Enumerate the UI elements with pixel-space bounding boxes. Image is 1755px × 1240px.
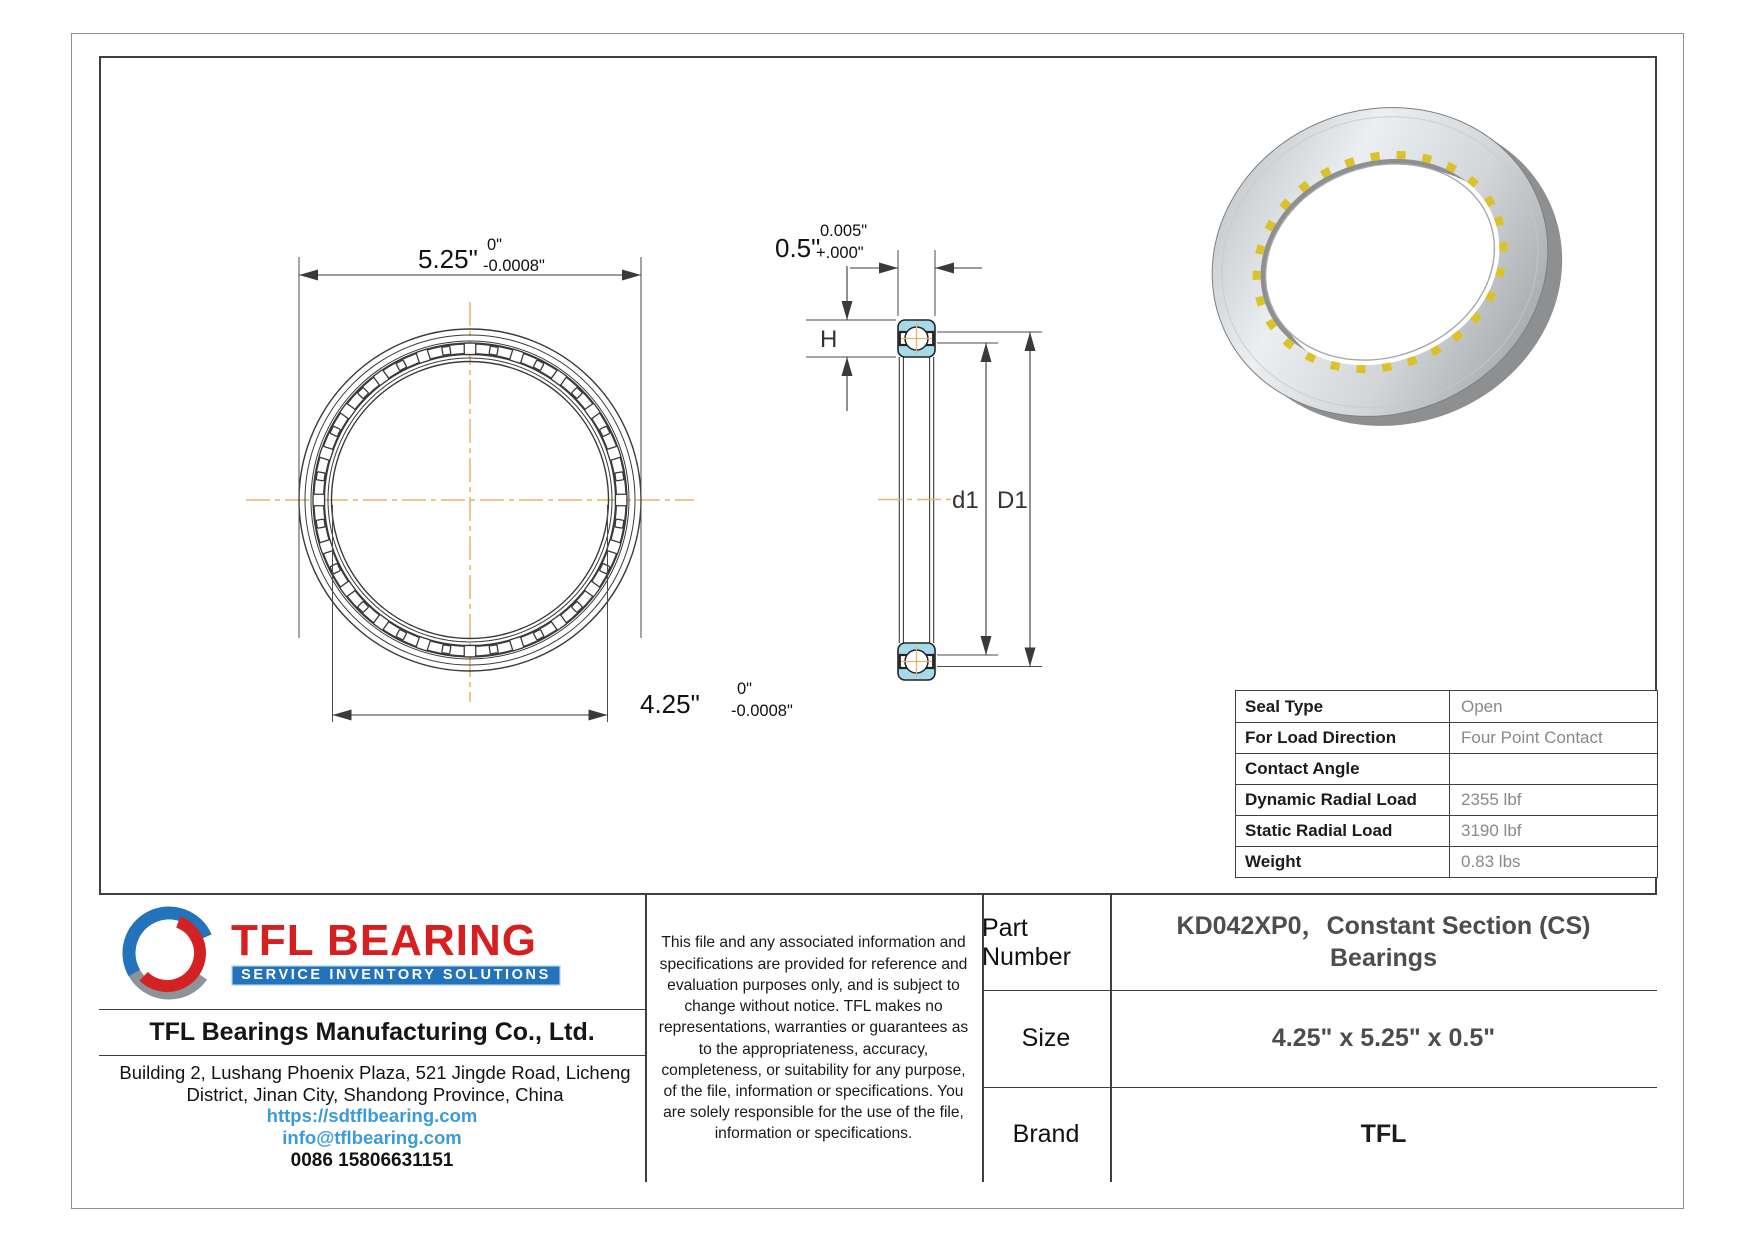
od-value: 5.25"	[418, 244, 478, 274]
width-tol-lower: +.000"	[816, 244, 864, 262]
size-label: Size	[1021, 1024, 1071, 1052]
disclaimer-text: This file and any associated information and specifications are provided for reference and evaluation purposes only, and is subject to change without notice. TFL makes no representations, warranties or guarantees as to the appropriateness, accuracy, completeness, or suitability for any purpose, of the file, information or specifications. You are solely responsible for the use of the file, information or specifications.	[658, 934, 969, 1143]
spec-value-static-load: 3190 lbf	[1461, 821, 1522, 840]
height-label: H	[820, 326, 838, 353]
bearing-3d-render	[1167, 56, 1608, 478]
title-block	[99, 893, 1657, 1180]
table-row	[1236, 691, 1657, 722]
table-row	[1236, 815, 1657, 846]
logo-brand-text: TFL BEARING	[231, 915, 537, 965]
spec-label-load-direction: For Load Direction	[1236, 723, 1450, 753]
spec-value-weight: 0.83 lbs	[1461, 852, 1521, 871]
spec-value-seal-type: Open	[1461, 696, 1503, 716]
company-address-block	[99, 1055, 645, 1182]
bore-tol-upper: 0"	[737, 680, 753, 698]
spec-label-seal-type: Seal Type	[1236, 691, 1450, 722]
od-tol-lower: -0.0008"	[483, 257, 545, 275]
table-row	[1236, 753, 1657, 784]
brand-value: TFL	[1360, 1120, 1407, 1148]
od-tol-upper: 0"	[487, 236, 503, 254]
brand-label: Brand	[1012, 1120, 1080, 1148]
width-tol-upper: 0.005"	[820, 222, 868, 240]
spec-table	[1235, 690, 1658, 878]
spec-label-dynamic-load: Dynamic Radial Load	[1236, 785, 1450, 815]
company-email-link[interactable]: info@tflbearing.com	[282, 1127, 462, 1148]
logo-swirl-icon	[119, 901, 219, 1003]
company-website-link[interactable]: https://sdtflbearing.com	[266, 1105, 478, 1126]
part-number-label: Part Number	[982, 913, 1071, 971]
spec-value-dynamic-load: 2355 lbf	[1461, 790, 1522, 809]
company-address: Building 2, Lushang Phoenix Plaza, 521 Jingde Road, Licheng District, Jinan City, Shandong Province, China	[119, 1062, 631, 1105]
spec-label-contact-angle: Contact Angle	[1236, 754, 1450, 784]
part-number-value: KD042XP0，Constant Section (CS) Bearings	[1176, 912, 1591, 972]
disclaimer-cell	[645, 895, 982, 1182]
width-value: 0.5"	[775, 233, 821, 263]
bore-value: 4.25"	[640, 689, 700, 719]
section-view	[775, 222, 1042, 680]
d1-label: d1	[952, 487, 979, 514]
table-row	[1236, 722, 1657, 753]
bore-tol-lower: -0.0008"	[731, 702, 793, 720]
spec-value-load-direction: Four Point Contact	[1461, 728, 1603, 747]
width-dimension	[775, 222, 982, 316]
company-phone: 0086 15806631151	[290, 1150, 454, 1171]
D1-label: D1	[997, 487, 1028, 514]
company-logo	[99, 895, 645, 1009]
logo-tagline: SERVICE INVENTORY SOLUTIONS	[231, 965, 561, 986]
spec-label-static-load: Static Radial Load	[1236, 816, 1450, 846]
size-value: 4.25" x 5.25" x 0.5"	[1271, 1024, 1496, 1052]
front-view	[246, 236, 793, 722]
table-row	[1236, 846, 1657, 877]
spec-label-weight: Weight	[1236, 847, 1450, 877]
table-row	[1236, 784, 1657, 815]
height-dimension	[806, 266, 896, 411]
company-name: TFL Bearings Manufacturing Co., Ltd.	[149, 1017, 595, 1046]
spec-value-contact-angle	[1450, 754, 1657, 784]
